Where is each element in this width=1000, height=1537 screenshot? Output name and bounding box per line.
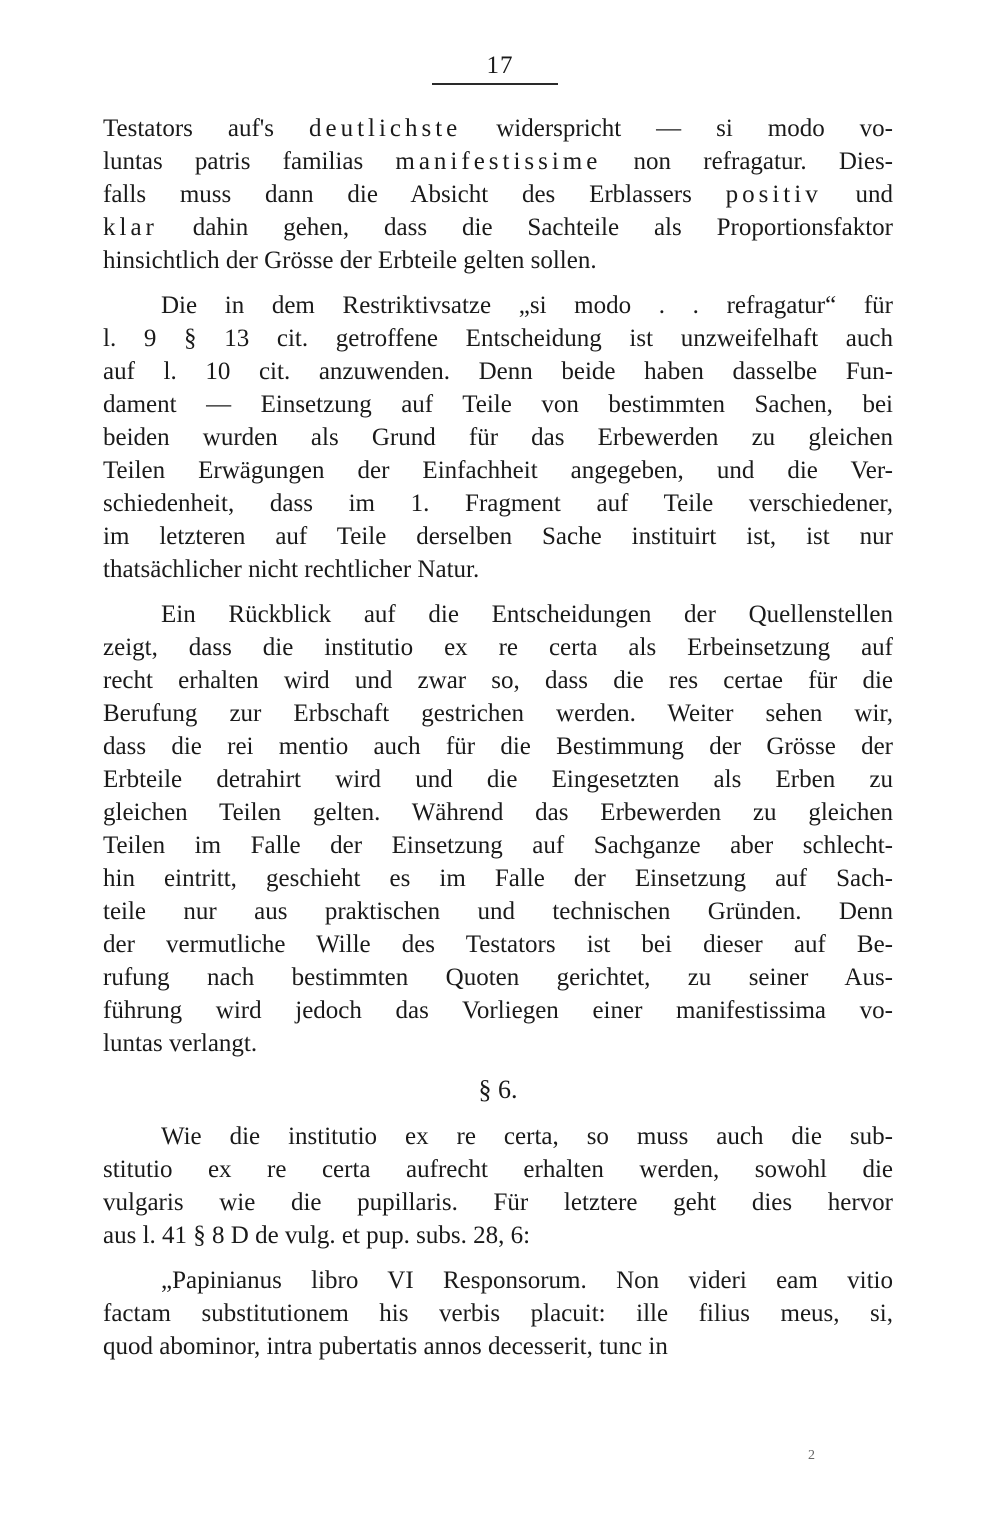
text-segment: non refragatur. Dies- xyxy=(601,148,893,175)
text-segment: auf l. 10 cit. anzuwenden. Denn beide haben dasselbe Fun- xyxy=(103,358,893,385)
text-line xyxy=(103,598,893,631)
text-segment: teile nur aus praktischen und technischen Gründen. Denn xyxy=(103,898,893,925)
text-segment: hin eintritt, geschieht es im Falle der Einsetzung auf Sach- xyxy=(103,865,893,892)
text-segment: luntas verlangt. xyxy=(103,1030,258,1057)
paragraph xyxy=(103,598,893,1060)
text-line xyxy=(103,289,893,322)
text-line xyxy=(103,1120,893,1153)
text-segment: hinsichtlich der Grösse der Erbteile gelten sollen. xyxy=(103,247,597,274)
text-segment: thatsächlicher nicht rechtlicher Natur. xyxy=(103,556,480,583)
text-segment: Wie die institutio ex re certa, so muss auch die sub- xyxy=(161,1123,893,1150)
stray-mark: 2 xyxy=(808,1448,815,1463)
text-line xyxy=(103,730,893,763)
paragraph-gap xyxy=(103,277,893,289)
text-segment: dahin gehen, dass die Sachteile als Proportionsfaktor xyxy=(157,214,893,241)
emphasized-text: manifestissime xyxy=(395,148,602,175)
text-line xyxy=(103,178,893,211)
text-segment: im letzteren auf Teile derselben Sache instituirt ist, ist nur xyxy=(103,523,893,550)
text-segment: Die in dem Restriktivsatze „si modo . . refragatur“ für xyxy=(161,292,893,319)
text-line xyxy=(103,421,893,454)
text-line xyxy=(103,664,893,697)
text-line xyxy=(103,829,893,862)
text-segment: gleichen Teilen gelten. Während das Erbewerden zu gleichen xyxy=(103,799,893,826)
paragraph-gap xyxy=(103,586,893,598)
text-line xyxy=(103,244,893,277)
text-line xyxy=(103,928,893,961)
text-segment: zeigt, dass die institutio ex re certa als Erbeinsetzung auf xyxy=(103,634,893,661)
paragraph xyxy=(103,1120,893,1252)
text-segment: der vermutliche Wille des Testators ist bei dieser auf Be- xyxy=(103,931,893,958)
paragraph xyxy=(103,112,893,277)
text-line xyxy=(103,862,893,895)
page-number: 17 xyxy=(486,52,514,79)
text-line xyxy=(103,388,893,421)
text-segment: dament — Einsetzung auf Teile von bestimmten Sachen, bei xyxy=(103,391,893,418)
text-segment: Teilen im Falle der Einsetzung auf Sachganze aber schlecht- xyxy=(103,832,893,859)
paragraph-gap xyxy=(103,1252,893,1264)
text-line xyxy=(103,211,893,244)
paragraph-group-before-heading xyxy=(103,112,893,1060)
text-line xyxy=(103,520,893,553)
text-segment: dass die rei mentio auch für die Bestimmung der Grösse der xyxy=(103,733,893,760)
text-segment: aus l. 41 § 8 D de vulg. et pup. subs. 28, 6: xyxy=(103,1222,531,1249)
text-line xyxy=(103,355,893,388)
section-heading: § 6. xyxy=(478,1075,518,1104)
text-segment: stitutio ex re certa aufrecht erhalten werden, sowohl die xyxy=(103,1156,893,1183)
text-line xyxy=(103,145,893,178)
text-line xyxy=(103,1027,893,1060)
text-segment: quod abominor, intra pubertatis annos decesserit, tunc in xyxy=(103,1333,668,1360)
paragraph-group-after-heading xyxy=(103,1120,893,1363)
text-segment: Teilen Erwägungen der Einfachheit angegeben, und die Ver- xyxy=(103,457,893,484)
text-line xyxy=(103,763,893,796)
paragraph xyxy=(103,289,893,586)
text-segment: und xyxy=(821,181,893,208)
text-segment: Testators auf's xyxy=(103,115,309,142)
paragraph xyxy=(103,1264,893,1363)
body-text xyxy=(103,112,893,1363)
text-line xyxy=(103,322,893,355)
text-line xyxy=(103,697,893,730)
text-line xyxy=(103,1186,893,1219)
text-line xyxy=(103,1153,893,1186)
text-segment: „Papinianus libro VI Responsorum. Non videri eam vitio xyxy=(161,1267,893,1294)
text-line xyxy=(103,895,893,928)
text-segment: recht erhalten wird und zwar so, dass die res certae für die xyxy=(103,667,893,694)
text-segment: Ein Rückblick auf die Entscheidungen der Quellenstellen xyxy=(161,601,893,628)
text-line xyxy=(103,631,893,664)
text-segment: factam substitutionem his verbis placuit: ille filius meus, si, xyxy=(103,1300,893,1327)
text-line xyxy=(103,796,893,829)
text-line xyxy=(103,994,893,1027)
text-line xyxy=(103,553,893,586)
text-segment: rufung nach bestimmten Quoten gerichtet, zu seiner Aus- xyxy=(103,964,893,991)
text-line xyxy=(103,487,893,520)
text-segment: führung wird jedoch das Vorliegen einer manifestissima vo- xyxy=(103,997,893,1024)
text-segment: schiedenheit, dass im 1. Fragment auf Teile verschiedener, xyxy=(103,490,893,517)
text-segment: luntas patris familias xyxy=(103,148,396,175)
text-line xyxy=(103,961,893,994)
text-line xyxy=(103,1297,893,1330)
text-segment: Erbteile detrahirt wird und die Eingesetzten als Erben zu xyxy=(103,766,893,793)
text-segment: beiden wurden als Grund für das Erbewerden zu gleichen xyxy=(103,424,893,451)
text-segment: widerspricht — si modo vo- xyxy=(461,115,893,142)
text-line xyxy=(103,1219,893,1252)
emphasized-text: deutlichste xyxy=(308,115,462,142)
text-line xyxy=(103,1264,893,1297)
text-segment: falls muss dann die Absicht des Erblassers xyxy=(103,181,726,208)
text-segment: vulgaris wie die pupillaris. Für letztere geht dies hervor xyxy=(103,1189,893,1216)
text-line xyxy=(103,454,893,487)
text-segment: l. 9 § 13 cit. getroffene Entscheidung ist unzweifelhaft auch xyxy=(103,325,893,352)
emphasized-text: klar xyxy=(103,214,158,241)
text-segment: Berufung zur Erbschaft gestrichen werden. Weiter sehen wir, xyxy=(103,700,893,727)
page-number-rule xyxy=(432,83,558,85)
text-line xyxy=(103,112,893,145)
text-line xyxy=(103,1330,893,1363)
emphasized-text: positiv xyxy=(725,181,822,208)
